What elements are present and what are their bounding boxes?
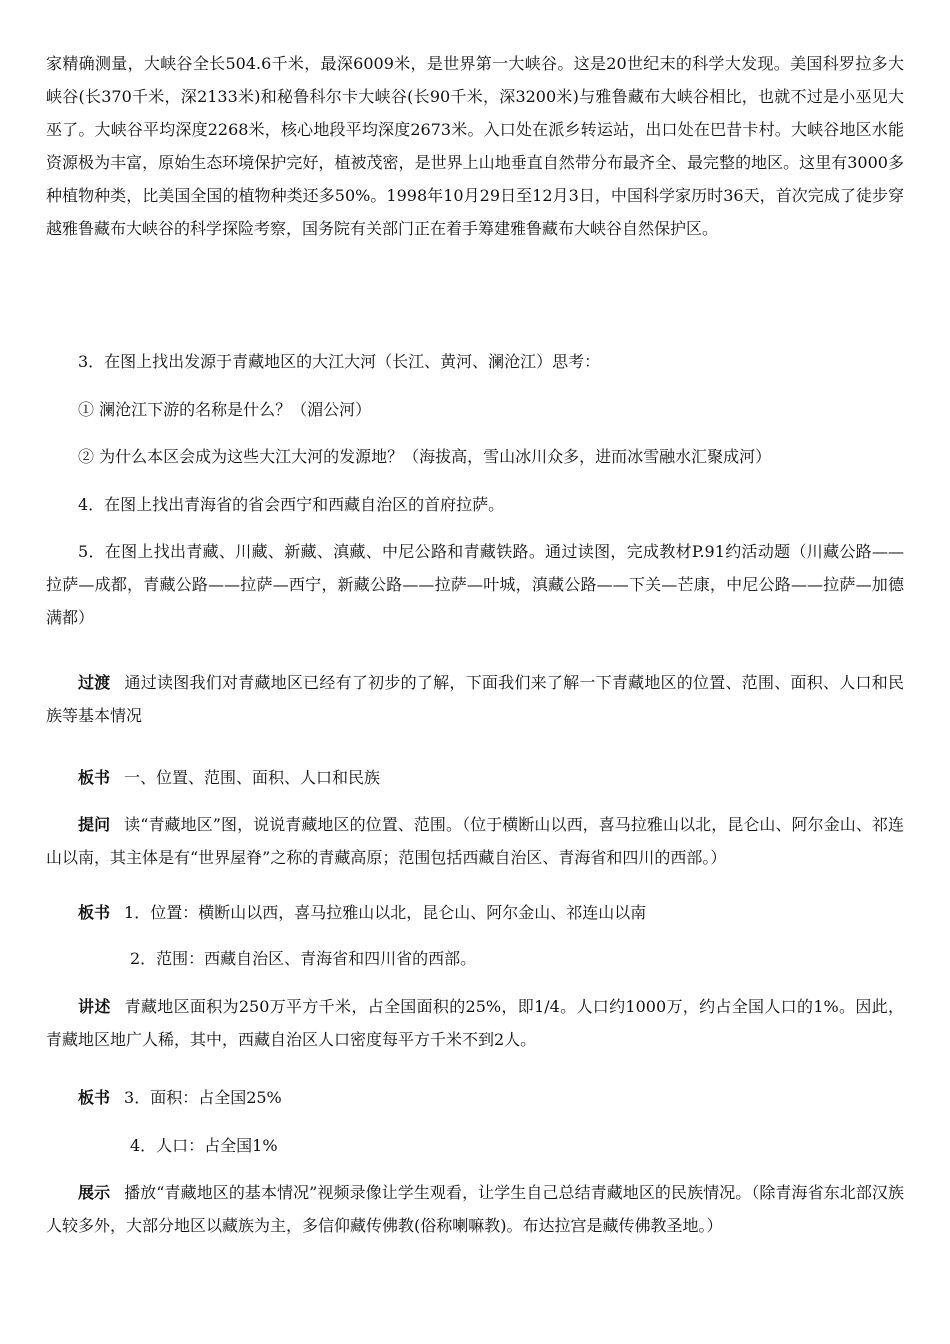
paragraph-board-heading	[46, 761, 904, 794]
paragraph-board-location	[46, 896, 904, 929]
paragraph-transition	[46, 666, 904, 732]
label-display: 展示	[78, 1183, 111, 1202]
label-narration: 讲述	[78, 997, 111, 1016]
paragraph-question	[46, 808, 904, 874]
paragraph-question-2: ② 为什么本区会成为这些大江大河的发源地？（海拔高，雪山冰川众多，进而冰雪融水汇聚成河）	[78, 447, 772, 466]
paragraph-canyon: 家精确测量，大峡谷全长504.6千米，最深6009米，是世界第一大峡谷。这是20世纪末的科学大发现。美国科罗拉多大峡谷(长370千米，深2133米)和秘鲁科尔卡大峡谷(长90千米，深3200米)与雅鲁藏布大峡谷相比，也就不过是小巫见大巫了。大峡谷平均深度2268米，核心地段平均深度2673米。入口处在派乡转运站，出口处在巴昔卡村。大峡谷地区水能资源极为丰富，原始生态环境保护完好，植被茂密，是世界上山地垂直自然带分布最齐全、最完整的地区。这里有3000多种植物种类，比美国全国的植物种类还多50%。1998年10月29日至12月3日，中国科学家历时36天，首次完成了徒步穿越雅鲁藏布大峡谷的科学探险考察，国务院有关部门正在着手筹建雅鲁藏布大峡谷自然保护区。	[46, 54, 904, 238]
paragraph-item-4: 4．在图上找出青海省的省会西宁和西藏自治区的首府拉萨。	[78, 495, 505, 514]
paragraph-item-3: 3．在图上找出发源于青藏地区的大江大河（长江、黄河、澜沧江）思考：	[78, 352, 601, 371]
paragraph-question-1: ① 澜沧江下游的名称是什么？（湄公河）	[78, 400, 372, 419]
text-transition: 通过读图我们对青藏地区已经有了初步的了解，下面我们来了解一下青藏地区的位置、范围、面积、人口和民族等基本情况	[46, 673, 904, 725]
paragraph-narration	[46, 990, 904, 1056]
text-board-heading: 一、位置、范围、面积、人口和民族	[124, 768, 381, 787]
paragraph-display	[46, 1176, 904, 1242]
text-question: 读“青藏地区”图，说说青藏地区的位置、范围。（位于横断山以西，喜马拉雅山以北，昆仑山、阿尔金山、祁连山以南，其主体是有“世界屋脊”之称的青藏高原；范围包括西藏自治区、青海省和四川的西部。）	[46, 815, 904, 867]
paragraph-board-area	[46, 1081, 904, 1114]
text-display: 播放“青藏地区的基本情况”视频录像让学生观看，让学生自己总结青藏地区的民族情况。（除青海省东北部汉族人较多外，大部分地区以藏族为主，多信仰藏传佛教(俗称喇嘛教)。布达拉宫是藏传佛教圣地。）	[46, 1183, 904, 1235]
text-board-location: 1．位置：横断山以西，喜马拉雅山以北，昆仑山、阿尔金山、祁连山以南	[124, 903, 647, 922]
label-board: 板书	[78, 768, 111, 787]
text-board-area: 3．面积：占全国25%	[124, 1088, 282, 1107]
paragraph-board-range: 2．范围：西藏自治区、青海省和四川省的西部。	[130, 949, 477, 968]
paragraph-item-5: 5．在图上找出青藏、川藏、新藏、滇藏、中尼公路和青藏铁路。通过读图，完成教材P.91约活动题（川藏公路——拉萨—成都，青藏公路——拉萨—西宁，新藏公路——拉萨—叶城，滇藏公路——下关—芒康，中尼公路——拉萨—加德满都）	[46, 542, 904, 627]
label-board: 板书	[78, 903, 111, 922]
label-question: 提问	[78, 815, 111, 834]
text-narration: 青藏地区面积为250万平方千米，占全国面积的25%，即1/4。人口约1000万，约占全国人口的1%。因此，青藏地区地广人稀，其中，西藏自治区人口密度每平方千米不到2人。	[46, 997, 904, 1049]
label-board: 板书	[78, 1088, 111, 1107]
label-transition: 过渡	[78, 673, 111, 692]
paragraph-board-population: 4．人口：占全国1%	[130, 1136, 278, 1155]
